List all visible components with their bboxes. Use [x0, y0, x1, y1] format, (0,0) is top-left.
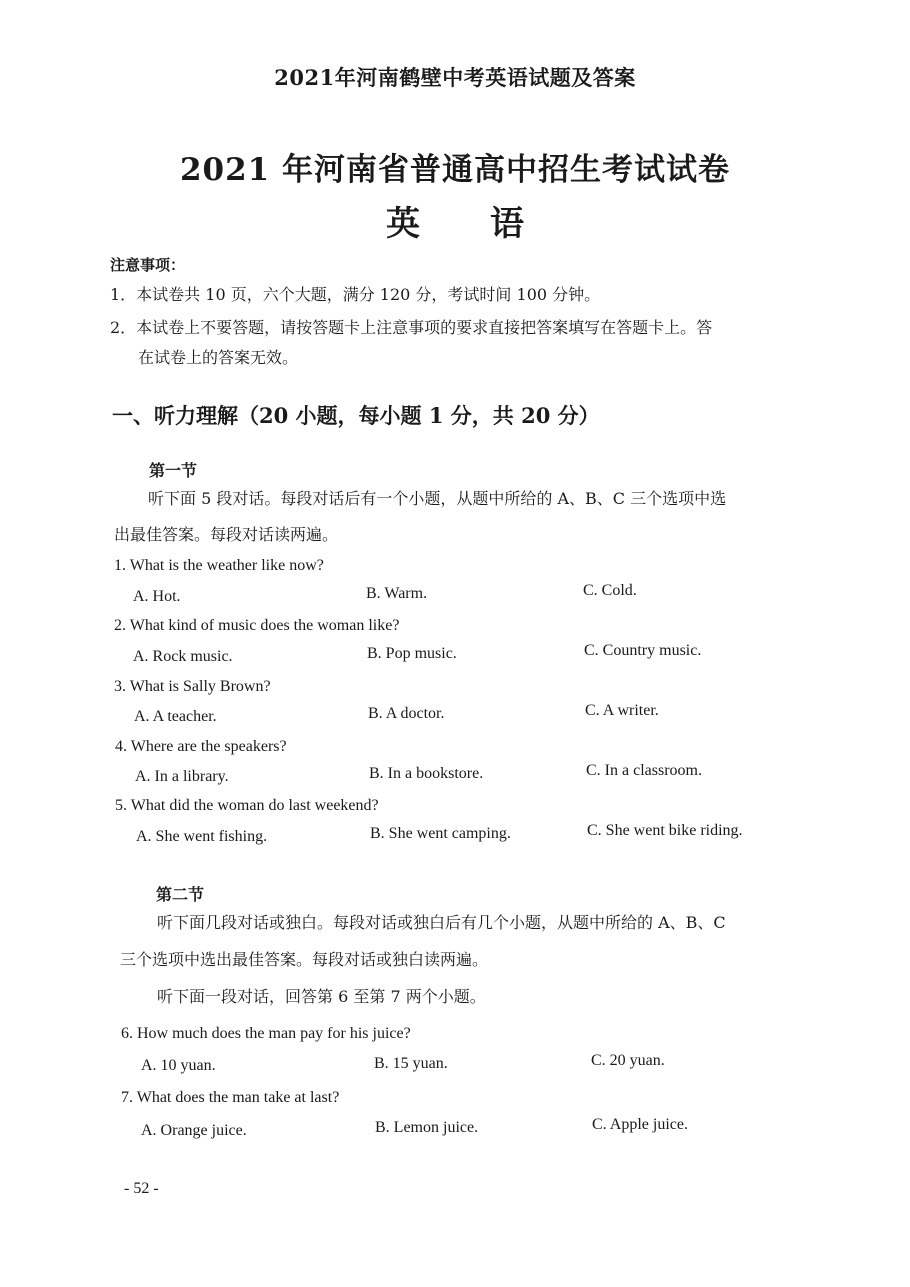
- q2-option-a: A. Rock music.: [133, 648, 233, 665]
- q7-option-a: A. Orange juice.: [141, 1122, 247, 1139]
- page-number: - 52 -: [124, 1180, 159, 1197]
- q4-option-b: B. In a bookstore.: [369, 765, 484, 782]
- part1-heading: 第一节: [149, 461, 198, 480]
- note-item-2-cont: 在试卷上的答案无效。: [138, 348, 299, 367]
- exam-title: 2021 年河南省普通高中招生考试试卷: [179, 152, 731, 188]
- question-7: 7. What does the man take at last?: [121, 1089, 340, 1106]
- q1-option-c: C. Cold.: [583, 582, 637, 599]
- q5-option-c: C. She went bike riding.: [587, 822, 743, 839]
- q2-option-b: B. Pop music.: [367, 645, 457, 662]
- question-3: 3. What is Sally Brown?: [114, 678, 271, 695]
- q7-option-c: C. Apple juice.: [592, 1116, 688, 1133]
- note-item-2: 2．本试卷上不要答题，请按答题卡上注意事项的要求直接把答案填写在答题卡上。答: [110, 318, 713, 337]
- question-1: 1. What is the weather like now?: [114, 557, 324, 574]
- part1-instruction: 听下面 5 段对话。每段对话后有一个小题，从题中所给的 A、B、C 三个选项中选: [148, 489, 727, 508]
- subject-title: 英语: [386, 204, 594, 244]
- dialogue-instruction: 听下面一段对话，回答第 6 至第 7 两个小题。: [157, 987, 486, 1006]
- part2-instruction-cont: 三个选项中选出最佳答案。每段对话或独白读两遍。: [120, 950, 489, 969]
- q3-option-c: C. A writer.: [585, 702, 659, 719]
- q6-option-a: A. 10 yuan.: [141, 1057, 216, 1074]
- part1-instruction-cont: 出最佳答案。每段对话读两遍。: [114, 525, 339, 544]
- q6-option-c: C. 20 yuan.: [591, 1052, 665, 1069]
- part2-heading: 第二节: [156, 885, 205, 904]
- q3-option-a: A. A teacher.: [134, 708, 217, 725]
- q1-option-a: A. Hot.: [133, 588, 181, 605]
- q5-option-a: A. She went fishing.: [136, 828, 268, 845]
- q4-option-c: C. In a classroom.: [586, 762, 702, 779]
- q6-option-b: B. 15 yuan.: [374, 1055, 448, 1072]
- q1-option-b: B. Warm.: [366, 585, 428, 602]
- q5-option-b: B. She went camping.: [370, 825, 511, 842]
- question-5: 5. What did the woman do last weekend?: [115, 797, 379, 814]
- question-6: 6. How much does the man pay for his juice?: [121, 1025, 411, 1042]
- section-listening-heading: 一、听力理解（20 小题，每小题 1 分，共 20 分）: [112, 403, 600, 428]
- q2-option-c: C. Country music.: [584, 642, 702, 659]
- q4-option-a: A. In a library.: [135, 768, 229, 785]
- question-2: 2. What kind of music does the woman like?: [114, 617, 400, 634]
- question-4: 4. Where are the speakers?: [115, 738, 287, 755]
- document-title: 2021年河南鹤壁中考英语试题及答案: [274, 65, 636, 90]
- q3-option-b: B. A doctor.: [368, 705, 445, 722]
- notes-heading: 注意事项：: [110, 256, 186, 274]
- q7-option-b: B. Lemon juice.: [375, 1119, 479, 1136]
- note-item-1: 1．本试卷共 10 页，六个大题，满分 120 分，考试时间 100 分钟。: [110, 285, 601, 304]
- part2-instruction: 听下面几段对话或独白。每段对话或独白后有几个小题，从题中所给的 A、B、C: [157, 913, 726, 932]
